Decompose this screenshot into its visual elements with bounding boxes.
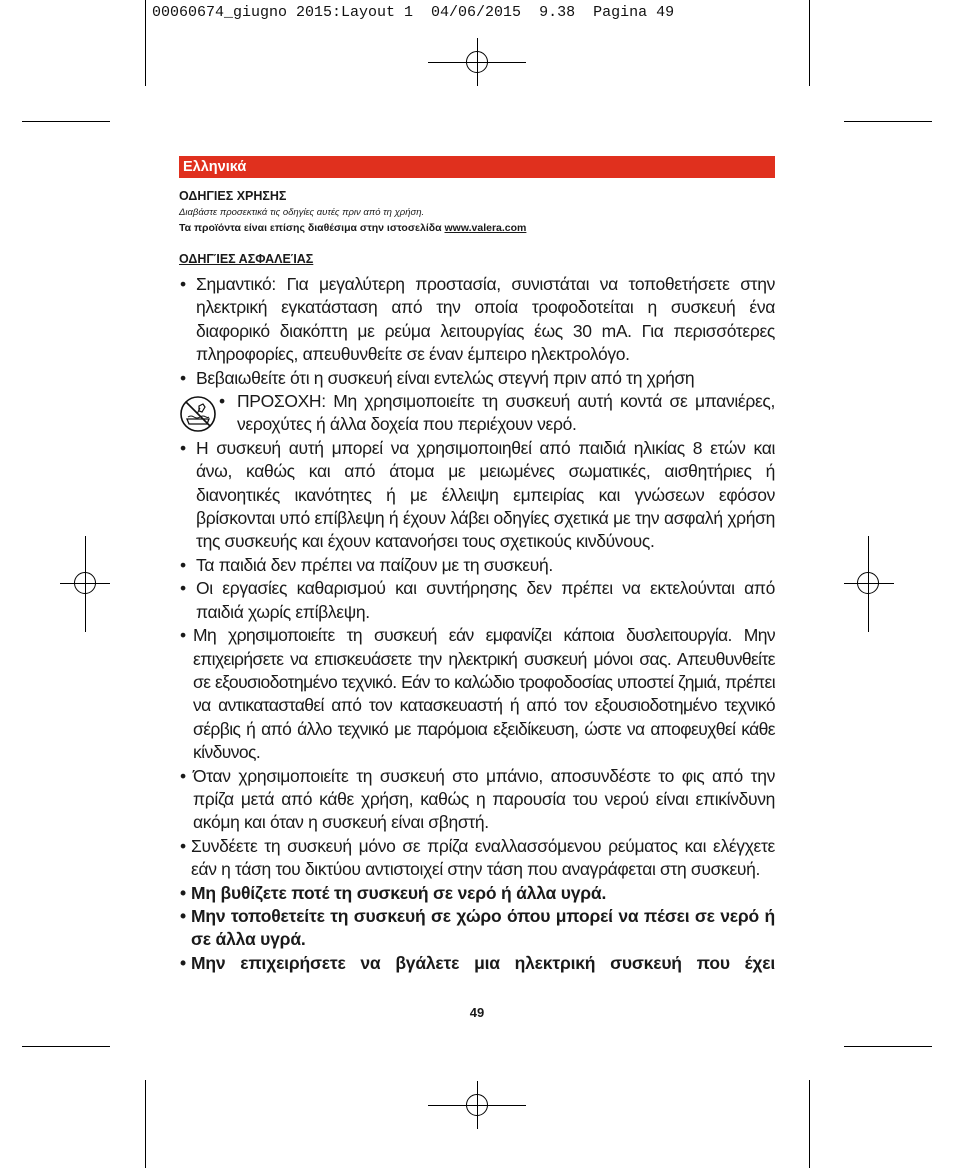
crop-mark — [22, 121, 110, 122]
crop-mark — [145, 0, 146, 86]
bullet: • — [180, 578, 186, 599]
list-item — [179, 905, 775, 952]
list-item — [179, 765, 775, 835]
list-item — [179, 367, 775, 390]
list-item — [179, 624, 775, 764]
bullet: • — [180, 625, 186, 646]
list-item — [179, 882, 775, 905]
safety-title: ΟΔΗΓΊΕΣ ΑΣΦΑΛΕΊΑΣ — [179, 252, 314, 266]
item-text: Συνδέετε τη συσκευή μόνο σε πρίζα εναλλασσόμενου ρεύματος και ελέγχετε εάν η τάση του δικτύου αντιστοιχεί στην τάση που αναγράφεται στη συσκευή. — [191, 835, 775, 880]
bullet: • — [180, 882, 186, 903]
item-text: Μη βυθίζετε ποτέ τη συσκευή σε νερό ή άλλα υγρά. — [191, 882, 607, 903]
item-text: Μην τοποθετείτε τη συσκευή σε χώρο όπου μπορεί να πέσει σε νερό ή σε άλλα υγρά. — [191, 905, 775, 950]
website-text: Τα προϊόντα είναι επίσης διαθέσιμα στην ιστοσελίδα — [179, 222, 442, 234]
list-item — [179, 835, 775, 882]
list-item-warning — [179, 390, 775, 437]
crop-mark — [844, 1046, 932, 1047]
list-item — [179, 554, 775, 577]
crop-mark — [22, 1046, 110, 1047]
website-note — [179, 222, 526, 234]
item-text: Βεβαιωθείτε ότι η συσκευή είναι εντελώς στεγνή πριν από τη χρήση — [196, 367, 695, 388]
item-text: ΠΡΟΣΟΧΗ: Μη χρησιμοποιείτε τη συσκευή αυτή κοντά σε μπανιέρες, νεροχύτες ή άλλα δοχεία που περιέχουν νερό. — [237, 391, 775, 435]
crop-mark — [809, 0, 810, 86]
bullet: • — [180, 274, 186, 294]
item-text: Όταν χρησιμοποιείτε τη συσκευή στο μπάνιο, αποσυνδέστε το φις από την πρίζα μετά από κάθε χρήση, καθώς η παρουσία του νερού είναι επικίνδυνη ακόμη και όταν η συσκευή είναι σβηστή. — [193, 765, 775, 833]
bullet: • — [180, 765, 186, 786]
bullet: • — [180, 835, 186, 856]
safety-list — [179, 273, 775, 975]
list-item — [179, 437, 775, 554]
list-item — [179, 952, 775, 975]
website-link[interactable]: www.valera.com — [444, 222, 527, 234]
list-item — [179, 577, 775, 624]
instructions-subtitle: Διαβάστε προσεκτικά τις οδηγίες αυτές πριν από τη χρήση. — [179, 207, 425, 218]
bullet: • — [180, 905, 186, 926]
print-slug: 00060674_giugno 2015:Layout 1 04/06/2015 9.38 Pagina 49 — [152, 4, 675, 21]
bullet: • — [180, 437, 186, 458]
instructions-title: ΟΔΗΓΙΕΣ ΧΡΗΣΗΣ — [179, 189, 287, 203]
crop-mark — [809, 1080, 810, 1168]
item-text: Μη χρησιμοποιείτε τη συσκευή εάν εμφανίζει κάποια δυσλειτουργία. Μην επιχειρήσετε να επισκευάσετε την ηλεκτρική συσκευή μόνοι σας. Απευθυνθείτε σε εξουσιοδοτημένο τεχνικό. Εάν το καλώδιο τροφοδοσίας υποστεί ζημιά, πρέπει να αντικατασταθεί από τον κατασκευαστή ή από τον εξουσιοδοτημένο τεχνικό σέρβις ή από άλλο τεχνικό με παρόμοια εξειδίκευση, ώστε να αποφευχθεί κάθε κίνδυνος. — [193, 625, 775, 763]
item-text: Η συσκευή αυτή μπορεί να χρησιμοποιηθεί από παιδιά ηλικίας 8 ετών και άνω, καθώς και από άτομα με μειωμένες σωματικές, αισθητήριες ή διανοητικές ικανότητες ή με έλλειψη εμπειρίας και γνώσεων εφόσον βρίσκονται υπό επίβλεψη ή έχουν λάβει οδηγίες σχετικά με την ασφαλή χρήση της συσκευής και έχουν κατανοήσει τους σχετικούς κινδύνους. — [196, 437, 775, 552]
page-number: 49 — [469, 1005, 485, 1020]
bullet: • — [219, 391, 225, 412]
item-text: Οι εργασίες καθαρισμού και συντήρησης δεν πρέπει να εκτελούνται από παιδιά χωρίς επίβλεψη. — [196, 578, 775, 622]
no-water-bath-icon — [179, 395, 217, 433]
bullet: • — [180, 554, 186, 575]
item-text: Τα παιδιά δεν πρέπει να παίζουν με τη συσκευή. — [196, 554, 553, 575]
crop-mark — [844, 121, 932, 122]
item-text: Σημαντικό: Για μεγαλύτερη προστασία, συνιστάται να τοποθετήσετε στην ηλεκτρική εγκατάσταση από την οποία τροφοδοτείται η συσκευή ένα διαφορικό διακόπτη με ρεύμα λειτουργίας έως 30 mA. Για περισσότερες πληροφορίες, απευθυνθείτε σε έναν έμπειρο ηλεκτρολόγο. — [196, 274, 775, 365]
item-text: Μην επιχειρήσετε να βγάλετε μια ηλεκτρική συσκευή που έχει — [191, 952, 775, 973]
crop-mark — [145, 1080, 146, 1168]
bullet: • — [180, 952, 186, 973]
bullet: • — [180, 367, 186, 388]
list-item — [179, 273, 775, 367]
language-bar: Ελληνικά — [179, 156, 775, 178]
